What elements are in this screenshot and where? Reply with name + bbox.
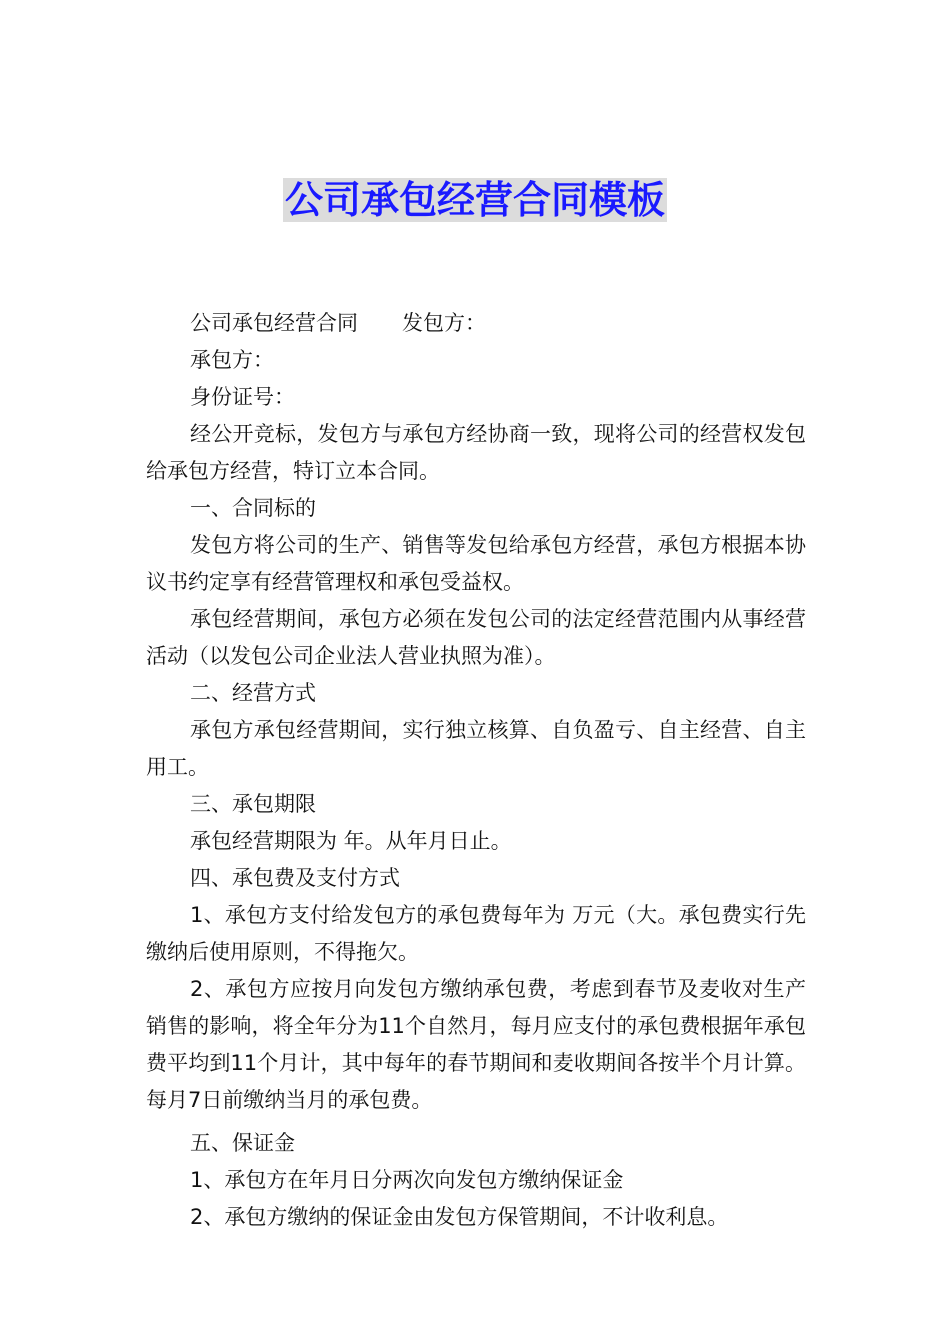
paragraph: 1、承包方在年月日分两次向发包方缴纳保证金 — [190, 1168, 624, 1192]
paragraph: 身份证号： — [190, 385, 295, 409]
section-heading: 五、保证金 — [190, 1131, 295, 1155]
paragraph: 2、承包方缴纳的保证金由发包方保管期间，不计收利息。 — [190, 1205, 729, 1229]
document-title-text: 公司承包经营合同模板 — [284, 178, 665, 222]
section-heading: 三、承包期限 — [190, 792, 316, 816]
paragraph: 承包方： — [190, 348, 274, 372]
paragraph: 2、承包方应按月向发包方缴纳承包费，考虑到春节及麦收对生产销售的影响，将全年分为11个自然月，每月应支付的承包费根据年承包费平均到11个月计，其中每年的春节期间和麦收期间各按半个月计算。每月7日前缴纳当月的承包费。 — [146, 977, 806, 1112]
paragraph: 承包方承包经营期间，实行独立核算、自负盈亏、自主经营、自主用工。 — [146, 718, 806, 779]
header-line — [146, 305, 806, 342]
document-body — [146, 305, 806, 1236]
contractor-party-label: 发包方： — [402, 311, 486, 335]
paragraph: 经公开竞标，发包方与承包方经协商一致，现将公司的经营权发包给承包方经营，特订立本合同。 — [146, 422, 806, 483]
document-title — [0, 172, 950, 228]
contract-name: 公司承包经营合同 — [190, 311, 358, 335]
paragraph: 1、承包方支付给发包方的承包费每年为 万元（大。承包费实行先缴纳后使用原则，不得拖欠。 — [146, 903, 806, 964]
paragraph: 承包经营期间，承包方必须在发包公司的法定经营范围内从事经营活动（以发包公司企业法人营业执照为准）。 — [146, 607, 806, 668]
paragraph: 承包经营期限为 年。从年月日止。 — [190, 829, 512, 853]
section-heading: 二、经营方式 — [190, 681, 316, 705]
section-heading: 四、承包费及支付方式 — [190, 866, 400, 890]
paragraph: 发包方将公司的生产、销售等发包给承包方经营，承包方根据本协议书约定享有经营管理权和承包受益权。 — [146, 533, 806, 594]
section-heading: 一、合同标的 — [190, 496, 316, 520]
